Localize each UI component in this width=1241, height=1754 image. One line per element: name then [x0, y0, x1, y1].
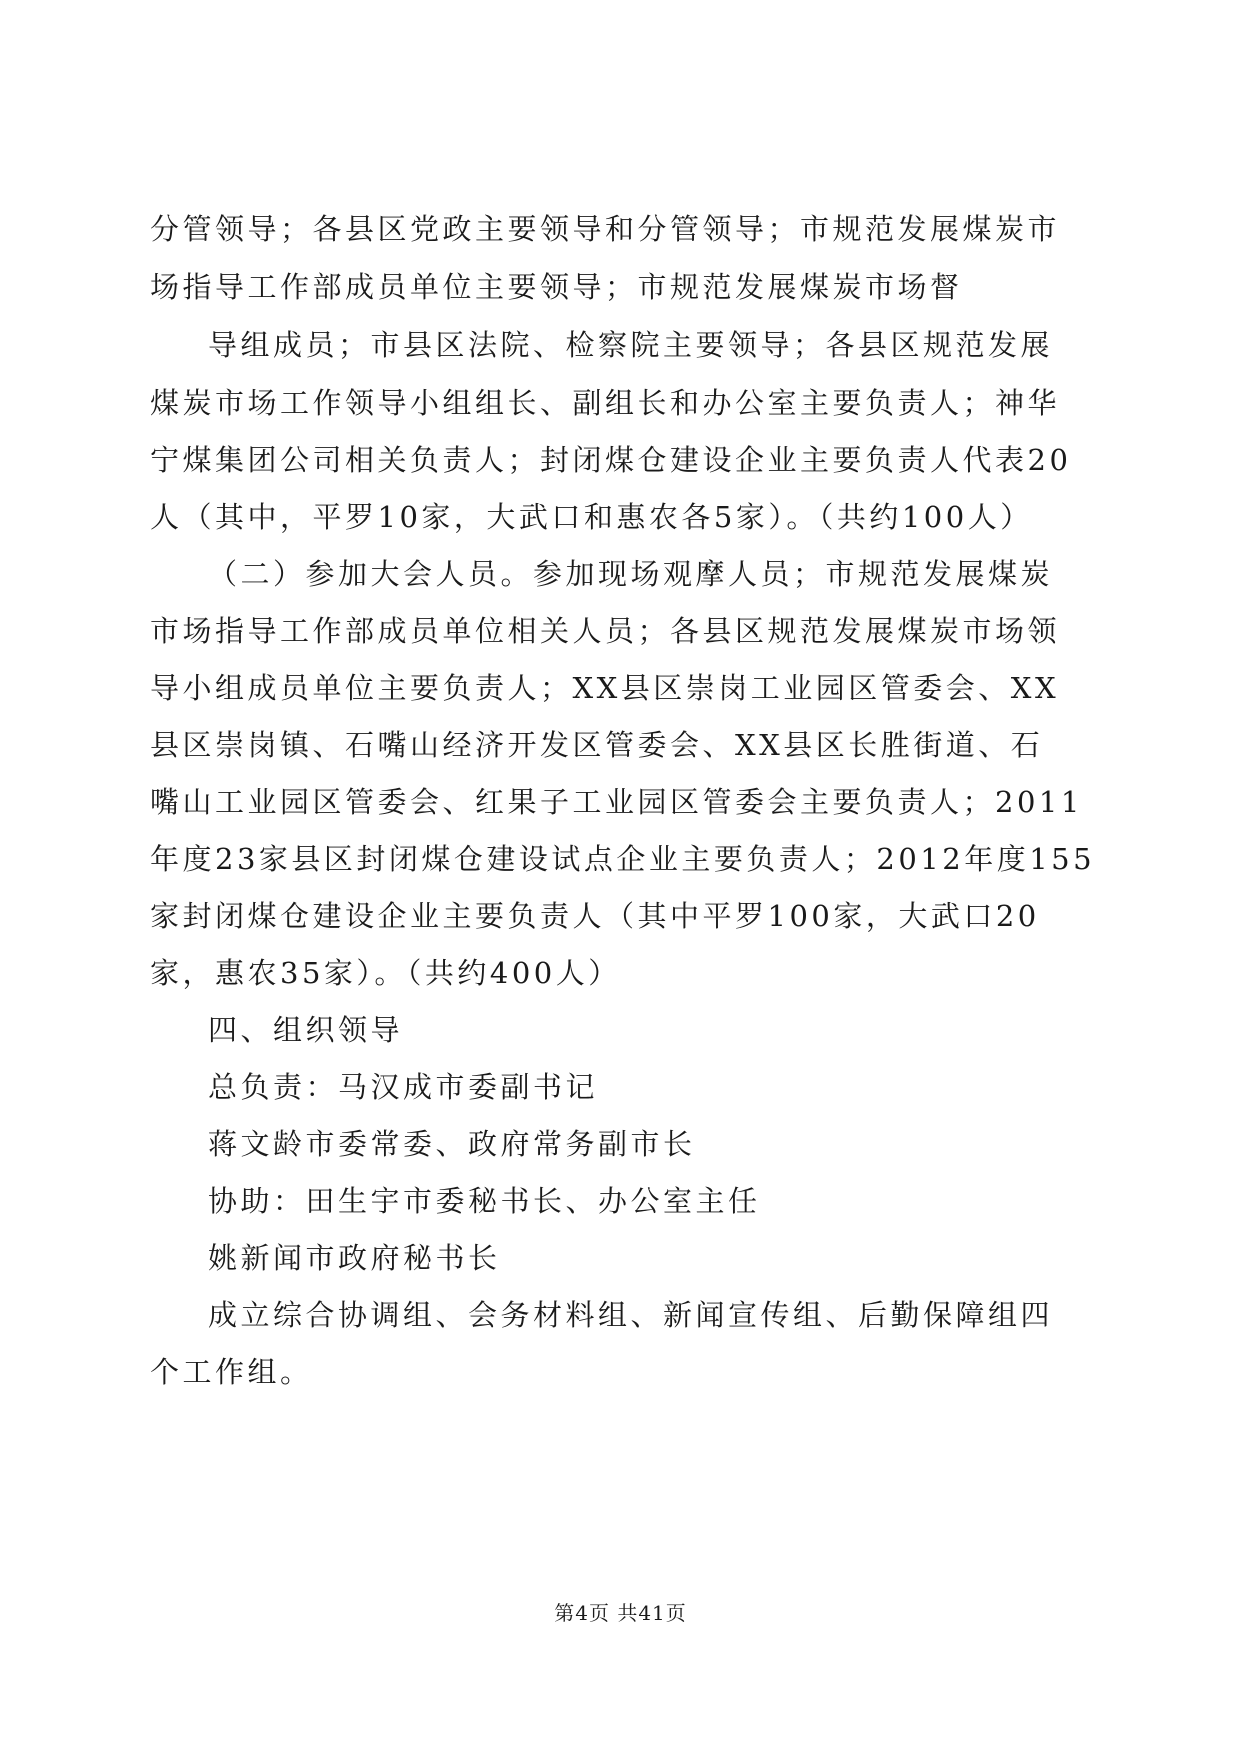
body-line: 姚新闻市政府秘书长: [208, 1241, 501, 1275]
body-line: 个工作组。: [150, 1355, 313, 1389]
body-line: 场指导工作部成员单位主要领导；市规范发展煤炭市场督: [150, 270, 963, 304]
body-line: 成立综合协调组、会务材料组、新闻宣传组、后勤保障组四: [208, 1298, 1054, 1332]
body-line: 导小组成员单位主要负责人；XX县区崇岗工业园区管委会、XX: [150, 671, 1060, 705]
section-heading: 四、组织领导: [208, 1013, 404, 1047]
body-line: 嘴山工业园区管委会、红果子工业园区管委会主要负责人；2011: [150, 785, 1083, 819]
body-line: 分管领导；各县区党政主要领导和分管领导；市规范发展煤炭市: [150, 212, 1061, 246]
body-line: 人（其中，平罗10家，大武口和惠农各5家）。（共约100人）: [150, 500, 1033, 534]
body-line: 蒋文龄市委常委、政府常务副市长: [208, 1127, 696, 1161]
body-line: 县区崇岗镇、石嘴山经济开发区管委会、XX县区长胜街道、石: [150, 728, 1044, 762]
body-line: 年度23家县区封闭煤仓建设试点企业主要负责人；2012年度155: [150, 842, 1096, 876]
page-number-footer: 第4页 共41页: [554, 1601, 687, 1625]
body-line: 市场指导工作部成员单位相关人员；各县区规范发展煤炭市场领: [150, 614, 1061, 648]
body-line: 总负责：马汉成市委副书记: [208, 1070, 599, 1104]
body-line: 煤炭市场工作领导小组组长、副组长和办公室主要负责人；神华: [150, 386, 1061, 420]
body-line: 家封闭煤仓建设企业主要负责人（其中平罗100家，大武口20: [150, 899, 1040, 933]
body-line: 宁煤集团公司相关负责人；封闭煤仓建设企业主要负责人代表20: [150, 443, 1072, 477]
body-line: 家，惠农35家）。（共约400人）: [150, 956, 621, 990]
body-line: 协助：田生宇市委秘书长、办公室主任: [208, 1184, 761, 1218]
body-line: （二）参加大会人员。参加现场观摩人员；市规范发展煤炭: [208, 557, 1054, 591]
body-line: 导组成员；市县区法院、检察院主要领导；各县区规范发展: [208, 328, 1054, 362]
